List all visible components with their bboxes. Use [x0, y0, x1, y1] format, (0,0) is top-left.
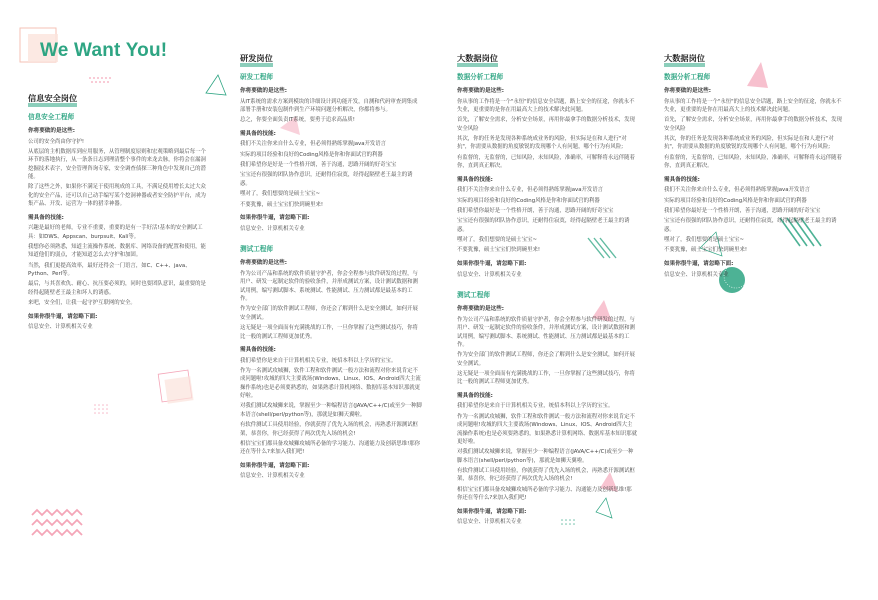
paragraph: 这无疑是一项全面而有充满挑战的工作，一旦你掌握了这些测试技巧，你将比一般的测试工程师更加优秀。	[457, 371, 635, 386]
section-title-text: 信息安全岗位	[28, 93, 78, 103]
need-label: 需具备的技能:	[664, 176, 700, 183]
what-label: 你将要做的是这些:	[457, 87, 504, 94]
paragraph: 宝宝还有很强的团队协作意识，还耐得住寂寞，经得起隔壁老王最主的诱惑。	[240, 172, 413, 187]
deco-triangle-green	[206, 75, 226, 95]
deco-dots-pink	[89, 77, 111, 83]
what-label: 你将要做的是这些:	[457, 306, 504, 313]
paragraph: 嘿对了，我们想要的是硕士宝宝~	[664, 237, 744, 244]
paragraph: 除了这些之外，如果你不满足于使用现成的工具，不满足使用增长太过大众化的安全产品，还可以自己动手编写某个挖洞神器或者安全防护平台，成为集产品、开发、运营为一体的猎幸神器。	[28, 184, 206, 208]
deco-zigzag-pink	[32, 510, 82, 535]
contact-label: 如果你很牛逼，请忽略下面:	[664, 260, 734, 267]
section-title	[457, 52, 498, 65]
paragraph: 从底层的主机数据库到应用服务，从管理制度原则和宏观策略到最后每一个环节的落地执行，从一条条日志到理清整个事件的来龙去脉，你将会在漏洞挖掘技术表字，安全管理咨询专家，安全调查侦探三种角色中发现自己的潜能。	[28, 148, 206, 181]
paragraph: 我们不关注你来自什么专业，但必须得熟练掌握java开发语言	[664, 187, 811, 194]
role-title: 信息安全工程师	[28, 112, 75, 121]
paragraph: 首先，了解安全需求，分析安全场景，再用你最拿手的数据分析技术，发现安全风险	[664, 117, 842, 132]
what-label: 你将要做的是这些:	[240, 87, 287, 94]
contact-label: 如果你很牛逼，请忽略下面:	[240, 462, 310, 469]
paragraph: 你从事的工作将是一个"永恒"的信息安全话题，路上安全的征途，你就永不失业，更重要的是你在用最高大上的技术解决此问题。	[664, 98, 842, 113]
role-title: 数据分析工程师	[457, 72, 504, 81]
paragraph: 这无疑是一项全面而有充满挑战的工作，一旦你掌握了这些测试技巧，你将比一般的测试工程师更加优秀。	[240, 325, 418, 340]
paragraph: 宝宝还有很强的团队协作意识，还耐得住寂寞，经得起隔壁老王最主的诱惑。	[664, 218, 837, 233]
need-label: 需具备的技能:	[240, 130, 276, 137]
title-underline	[664, 63, 705, 67]
what-label: 你将要做的是这些:	[664, 87, 711, 94]
paragraph: 不要犹豫，硕士宝宝们快到碗里来!	[457, 247, 541, 254]
paragraph: 不要犹豫，硕士宝宝们快到碗里来!	[664, 247, 748, 254]
paragraph: 嘿对了，我们想要的是硕士宝宝~	[240, 191, 320, 198]
role-title: 数据分析工程师	[664, 72, 711, 81]
paragraph: 兴趣是最好的老师，专业不重要，重要的是有一手好活!基本的安全测试工具：如DWS、Appscan、burpsuit、Kali等。	[28, 225, 203, 240]
column-bigdata	[457, 52, 637, 529]
column-rd	[240, 52, 422, 483]
deco-square-fill-col1	[164, 376, 193, 403]
contact-text: 信息安全、计算机相关专业	[240, 225, 305, 232]
title-underline	[240, 63, 273, 67]
paragraph: 有监督的，无监督的，已知风险，未知风险，准确率，可解释将永远伴随着你，直到真正解决。	[457, 154, 635, 170]
title-underline	[457, 63, 498, 67]
paragraph: 有软件测试工具使用经验，你就获得了优先入场的机会，再熟悉开源测试框架，恭喜你，你已经获得了两次优先入场的机会!	[457, 468, 635, 483]
paragraph: 嘿对了，我们想要的是硕士宝宝~	[457, 237, 537, 244]
paragraph: 我们希望你最好是一个性格开朗，善于沟通，思路开阔的好奇宝宝	[664, 207, 821, 214]
need-label: 需具备的技能:	[457, 392, 493, 399]
paragraph: 作为一名测试攻城狮，软件工程和软件测试一般方法和流程对你来说肯定不成问题啦!攻城的四大主要战场(Windows、Linux、IOS、Android四大主流操作系统)也是必须要熟悉的，如果熟悉计算机网络、数据库基本知识那就更好啦。	[240, 367, 421, 400]
need-label: 需具备的技能:	[28, 214, 64, 221]
need-label: 需具备的技能:	[240, 346, 276, 353]
paragraph: 实际的项目经验和良好的Coding风格是你和你面试官的利器	[457, 197, 600, 204]
contact-label: 如果你很牛逼，请忽略下面:	[240, 214, 310, 221]
role-title: 测试工程师	[457, 290, 490, 299]
contact-label: 如果你很牛逼，请忽略下面:	[457, 508, 527, 515]
paragraph: 对我们测试攻城狮来说，掌握至少一种编程语言(JAVA/C++/C)或至少一种脚本语言(shell/perl/python等)，那就是如狮天翼啦。	[457, 449, 634, 464]
paragraph: 总之，你要全面负责IT系统，要勇于追求高品质!	[240, 117, 355, 124]
paragraph: 从IT系统的需求方案到模块的详细设计到功能开发，自测和代码审查到集成部署手册和安装包制作到生产环境问题分析解决，你都将参与。	[240, 98, 418, 113]
paragraph: 相信宝宝们都具备攻城狮攻城所必备的学习能力、沟通能力及创新思维!那你还在等什么?来加入我们吧!	[240, 440, 421, 456]
paragraph: 我们不关注你来自什么专业，但必须得熟练掌握java开发语言	[240, 141, 387, 148]
paragraph: 我们希望你是来自于计算机相关专业，统招本科以上学历的宝宝。	[240, 357, 397, 364]
paragraph: 其次，你的任务是发现各种系统成业务的风险，但实际是在和人进行"对抗"，你需要从数据的角度敏锐的发现哪个人有问题，哪个行为有风险;	[457, 136, 627, 151]
paragraph: 我们希望你最好是一个性格开朗，善于沟通，思路开阔的好奇宝宝	[457, 207, 614, 214]
what-label: 你将要做的是这些:	[28, 127, 75, 134]
section-title-text: 大数据岗位	[457, 53, 498, 63]
paragraph: 我们希望你是好是一个性格开朗，善于沟通，思路开阔的好奇宝宝	[240, 162, 397, 169]
deco-dots-block	[94, 404, 108, 414]
paragraph: 其次，你的任务是发现各种系统成业务的风险，但实际是在和人进行"对抗"，你需要从数据的角度敏锐的发现哪个人有问题，哪个行为有风险;	[664, 136, 834, 151]
hero-title: We Want You!	[40, 40, 168, 61]
need-label: 需具备的技能:	[457, 176, 493, 183]
paragraph: 最后，与其喜欢仇、耐心、抗压要必须的，同时也要团队意识，最重要的是经得起随壁老王最主和坏人的诱惑。	[28, 281, 206, 296]
paragraph: 来吧，安全们，让我一起守护互联网的安全。	[28, 300, 136, 307]
paragraph: 我们希望你是来自于计算机相关专业，统招本科以上学历的宝宝。	[457, 403, 614, 410]
section-title-text: 大数据岗位	[664, 53, 705, 63]
paragraph: 首先，了解安全需求，分析安全场景，再用你最拿手的数据分析技术，发现安全风险	[457, 117, 635, 132]
paragraph: 公司的安全尚由你守护!	[28, 138, 85, 145]
paragraph: 作为安全部门的软件测试工程师，你还会了解到什么是安全测试，如何开展安全测试。	[457, 352, 635, 367]
contact-text: 信息安全、计算机相关专业	[457, 519, 522, 526]
paragraph: 作为安全部门的软件测试工程师，你还会了解到什么是安全测试，如何开展安全测试。	[240, 306, 418, 321]
paragraph: 相信宝宝们都具备攻城狮攻城所必备的学习能力、沟通能力及创新思维!那你还在等什么?来加入我们吧!	[457, 486, 632, 502]
contact-label: 如果你很牛逼，请忽略下面:	[28, 313, 98, 320]
role-title: 研发工程师	[240, 72, 273, 81]
section-title-text: 研发岗位	[240, 53, 273, 63]
paragraph: 不要犹豫，硕士宝宝们快到碗里来!	[240, 201, 324, 208]
role-title: 测试工程师	[240, 245, 273, 254]
paragraph: 作为公司产品和系统的软件质量守护者，你会全程参与软件研发的过程，与用户、研发一起制定软件的验收条件，并形成测试方案，设计测试数据和测试用例，编写测试脚本、系统测试、性能测试、压力测试都是最基本的工作。	[457, 316, 635, 348]
paragraph: 宝宝还有很强的团队协作意识，还耐得住寂寞，经得起隔壁老王最主的诱惑。	[457, 218, 630, 233]
contact-text: 信息安全、计算机相关专业	[240, 473, 305, 480]
paragraph: 我想你必须熟悉，知道主流操作系统、数据库、网络设备的配置和使用，能知道他们的弱点，才能知道怎么去守护和加固。	[28, 243, 206, 259]
paragraph: 有监督的，无监督的，已知风险，未知风险，准确率，可解释将永远伴随着你，直到真正解决。	[664, 154, 842, 170]
what-label: 你将要做的是这些:	[240, 260, 287, 267]
paragraph: 当然，我们更提高效率，最好还得会一门语言，如C、C++、java、Python、Perl等。	[28, 262, 191, 278]
paragraph: 作为一名测试攻城狮，软件工程和软件测试一般方法和流程对你来说肯定不成问题啦!攻城的四大主要战场(Windows、Linux、IOS、Android四大主流操作系统)也是必须要熟悉的，如果熟悉计算机网络、数据库基本知识那就更好啦。	[457, 413, 637, 445]
contact-text: 信息安全、计算机相关专业	[664, 271, 729, 278]
paragraph: 实际的项目经验和良好的Coding风格是你和你面试官的利器	[240, 151, 383, 158]
section-title	[240, 52, 273, 65]
contact-label: 如果你很牛逼，请忽略下面:	[457, 260, 527, 267]
paragraph: 我们不关注你来自什么专业，但必须得熟练掌握java开发语言	[457, 187, 604, 194]
section-title	[28, 92, 77, 105]
paragraph: 你从事的工作将是一个"永恒"的信息安全话题，路上安全的征途，你就永不失业，更重要的是你在用最高大上的技术解决此问题。	[457, 98, 635, 113]
paragraph: 作为公司产品和系统的软件质量守护者，你会全程参与软件研发的过程，与用户、研发一起制定软件的验收条件，并形成测试方案，设计测试数据和测试用例，编写测试脚本、系统测试、性能测试、压力测试都是最基本的工作。	[240, 270, 418, 303]
contact-text: 信息安全、计算机相关专业	[457, 271, 522, 278]
paragraph: 实际的项目经验和良好的Coding风格是你和你面试官的利器	[664, 197, 807, 204]
column-info-security	[28, 92, 206, 334]
paragraph: 对我们测试攻城狮来说，掌握至少一种编程语言(JAVA/C++/C)或至少一种脚本语言(shell/perl/python等)，那就是如狮天翼啦。	[240, 403, 422, 418]
paragraph: 有软件测试工具使用经验，你就获得了优先入场的机会，再熟悉开源测试框架，恭喜你，你已经获得了两次优先入场的机会!	[240, 422, 418, 437]
section-title	[664, 52, 705, 65]
contact-text: 信息安全、计算机相关专业	[28, 324, 93, 331]
column-bigdata-2	[664, 52, 844, 281]
title-underline	[28, 103, 77, 107]
